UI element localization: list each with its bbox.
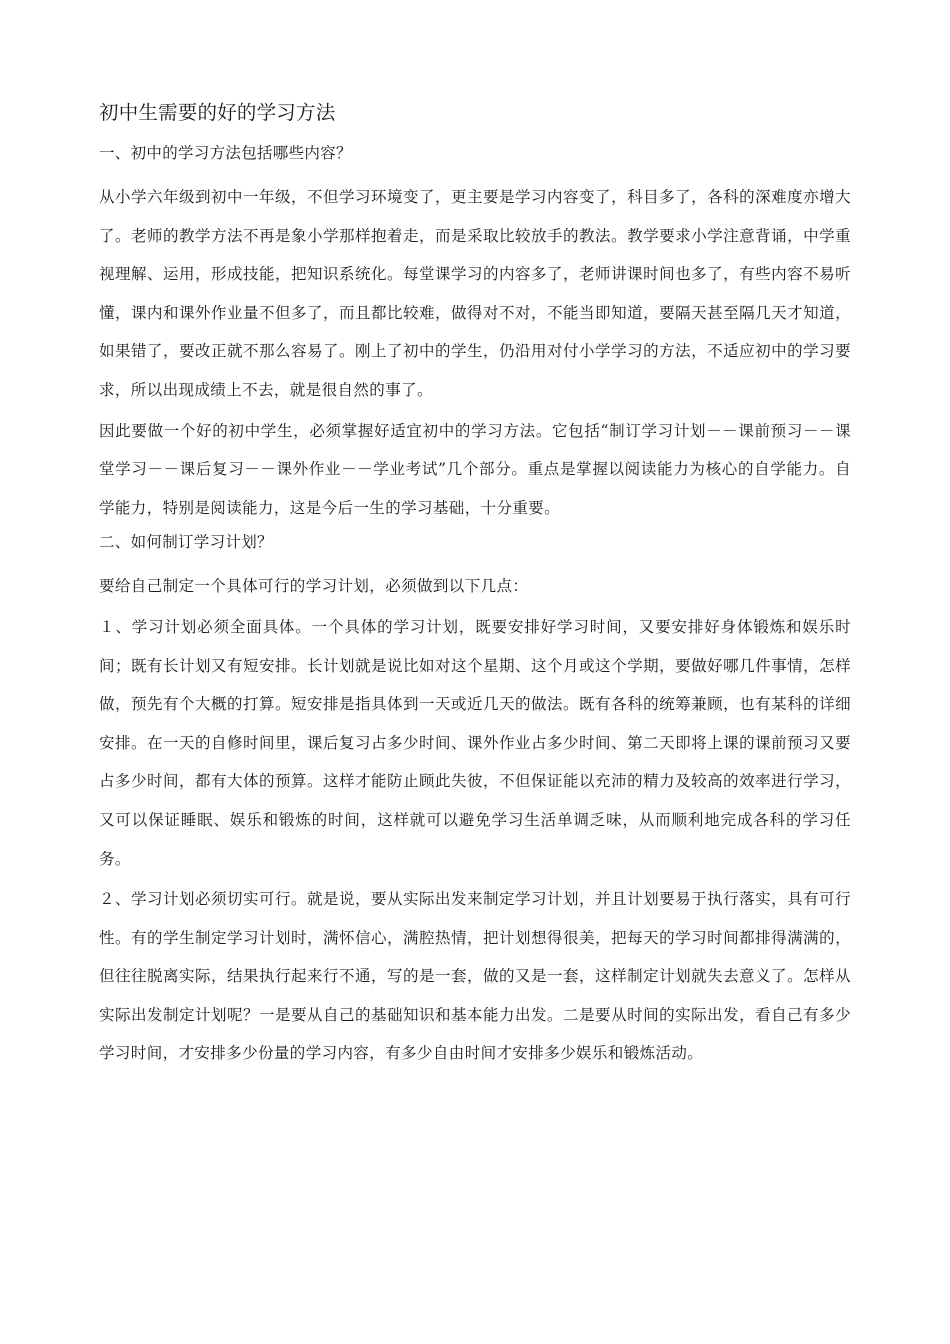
section-1-heading: 一、初中的学习方法包括哪些内容？ xyxy=(99,144,352,162)
document-title: 初中生需要的好的学习方法 xyxy=(99,101,336,124)
section-2-heading: 二、如何制订学习计划？ xyxy=(99,533,273,552)
section-2-point-2: ２、学习计划必须切实可行。就是说，要从实际出发来制定学习计划，并且计划要易于执行落实，具有可行性。有的学生制定学习计划时，满怀信心，满腔热情，把计划想得很美，把每天的学习时间都排得满满的，但往往脱离实际，结果执行起来行不通，写的是一套，做的又是一套，这样制定计划就失去意义了。怎样从实际出发制定计划呢？一是要从自己的基础知识和基本能力出发。二是要从时间的实际出发，看自己有多少学习时间，才安排多少份量的学习内容，有多少自由时间才安排多少娱乐和锻炼活动。 xyxy=(99,890,851,1063)
document-page xyxy=(99,98,851,1073)
section-2-point-1: １、学习计划必须全面具体。一个具体的学习计划，既要安排好学习时间，又要安排好身体锻炼和娱乐时间；既有长计划又有短安排。长计划就是说比如对这个星期、这个月或这个学期，要做好哪几件事情，怎样做，预先有个大概的打算。短安排是指具体到一天或近几天的做法。既有各科的统筹兼顾，也有某科的详细安排。在一天的自修时间里，课后复习占多少时间、课外作业占多少时间、第二天即将上课的课前预习又要占多少时间，都有大体的预算。这样才能防止顾此失彼，不但保证能以充沛的精力及较高的效率进行学习，又可以保证睡眠、娱乐和锻炼的时间，这样就可以避免学习生活单调乏味，从而顺利地完成各科的学习任务。 xyxy=(99,617,851,868)
section-2-intro: 要给自己制定一个具体可行的学习计划，必须做到以下几点： xyxy=(99,577,529,596)
section-1-paragraph-2: 因此要做一个好的初中学生，必须掌握好适宜初中的学习方法。它包括“制订学习计划－－课前预习－－课堂学习－－课后复习－－课外作业－－学业考试”几个部分。重点是掌握以阅读能力为核心的自学能力。自学能力，特别是阅读能力，这是今后一生的学习基础，十分重要。 xyxy=(99,421,851,517)
section-1-paragraph-1: 从小学六年级到初中一年级，不但学习环境变了，更主要是学习内容变了，科目多了，各科的深难度亦增大了。老师的教学方法不再是象小学那样抱着走，而是采取比较放手的教法。教学要求小学注意背诵，中学重视理解、运用，形成技能，把知识系统化。每堂课学习的内容多了，老师讲课时间也多了，有些内容不易听懂，课内和课外作业量不但多了，而且都比较难，做得对不对，不能当即知道，要隔天甚至隔几天才知道，如果错了，要改正就不那么容易了。刚上了初中的学生，仍沿用对付小学学习的方法，不适应初中的学习要求，所以出现成绩上不去，就是很自然的事了。 xyxy=(99,188,851,399)
